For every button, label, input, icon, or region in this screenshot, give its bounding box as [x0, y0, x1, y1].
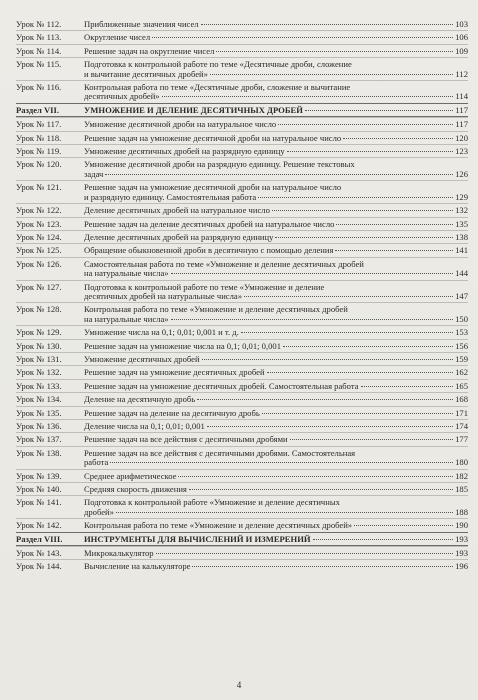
- entry-title-line: Решение задач на умножение десятичной дроби на натуральное число: [84, 182, 342, 193]
- entry-title-line: Решение задач на умножение десятичной дроби на натуральное число: [84, 132, 342, 143]
- toc-lesson-row: [16, 203, 468, 216]
- entry-page-number: 141: [455, 245, 468, 256]
- entry-title-line: Подготовка к контрольной работе по теме «Умножение и деление: [84, 281, 325, 292]
- toc-lesson-row: [16, 392, 468, 405]
- entry-title-line: Умножение десятичной дроби на натуральное число: [84, 119, 277, 130]
- toc-lesson-row: [16, 302, 468, 325]
- toc-lesson-row: [16, 432, 468, 445]
- dot-leader: [105, 174, 453, 175]
- dot-leader: [156, 553, 454, 554]
- lesson-number: Урок № 126.: [16, 258, 62, 269]
- entry-page-number: 182: [455, 470, 468, 481]
- entry-title-line: Решение задач на умножение десятичных дробей: [84, 367, 265, 378]
- toc-lesson-row: [16, 144, 468, 157]
- toc-lesson-row: [16, 280, 468, 303]
- entry-title-line: задач: [84, 168, 104, 179]
- entry-title-line: Умножение числа на 0,1; 0,01; 0,001 и т. д.: [84, 327, 239, 338]
- dot-leader: [262, 413, 453, 414]
- dot-leader: [210, 74, 453, 75]
- dot-leader: [201, 24, 454, 25]
- toc-lesson-row: [16, 243, 468, 256]
- dot-leader: [241, 332, 453, 333]
- entry-page-number: 159: [455, 353, 468, 364]
- entry-page-number: 147: [455, 290, 468, 301]
- entry-page-number: 162: [455, 367, 468, 378]
- entry-title-line: работа: [84, 457, 109, 468]
- toc-lesson-row: [16, 180, 468, 203]
- dot-leader: [283, 346, 453, 347]
- entry-title-line: ИНСТРУМЕНТЫ ДЛЯ ВЫЧИСЛЕНИЙ И ИЗМЕРЕНИЙ: [84, 533, 311, 544]
- entry-page-number: 117: [455, 104, 468, 115]
- toc-lesson-row: [16, 365, 468, 378]
- entry-title-line: Деление десятичных дробей на разрядную единицу: [84, 231, 274, 242]
- entry-page-number: 126: [455, 168, 468, 179]
- entry-title-line: Среднее арифметическое: [84, 470, 177, 481]
- toc-lesson-row: [16, 559, 468, 572]
- lesson-number: Урок № 131.: [16, 353, 62, 364]
- lesson-number: Урок № 123.: [16, 218, 62, 229]
- toc-lesson-row: [16, 117, 468, 130]
- toc-lesson-row: [16, 131, 468, 144]
- lesson-number: Урок № 124.: [16, 231, 62, 242]
- toc-lesson-row: [16, 339, 468, 352]
- entry-title-line: Умножение десятичных дробей на разрядную единицу: [84, 146, 285, 157]
- entry-page-number: 106: [455, 32, 468, 43]
- toc-lesson-row: [16, 446, 468, 469]
- entry-title-line: Решение задач на умножение десятичных дробей. Самостоятельная работа: [84, 380, 359, 391]
- toc-lesson-row: [16, 80, 468, 103]
- entry-page-number: 193: [455, 548, 468, 559]
- entry-title-line: десятичных дробей»: [84, 91, 160, 102]
- lesson-number: Урок № 119.: [16, 146, 62, 157]
- entry-page-number: 117: [455, 119, 468, 130]
- entry-title-line: Деление на десятичную дробь: [84, 394, 196, 405]
- entry-page-number: 123: [455, 146, 468, 157]
- dot-leader: [267, 372, 454, 373]
- entry-title-line: Контрольная работа по теме «Умножение и деление десятичных дробей: [84, 304, 348, 315]
- lesson-number: Урок № 141.: [16, 497, 62, 508]
- lesson-number: Урок № 125.: [16, 245, 62, 256]
- dot-leader: [162, 96, 454, 97]
- dot-leader: [202, 359, 454, 360]
- entry-title-line: Контрольная работа по теме «Десятичные дроби, сложение и вычитание: [84, 82, 351, 93]
- lesson-number: Урок № 133.: [16, 380, 62, 391]
- dot-leader: [197, 399, 453, 400]
- lesson-number: Урок № 139.: [16, 470, 62, 481]
- entry-title-line: Округление чисел: [84, 32, 151, 43]
- lesson-number: Урок № 129.: [16, 327, 62, 338]
- lesson-number: Урок № 144.: [16, 561, 62, 572]
- toc-lesson-row: [16, 157, 468, 180]
- lesson-number: Урок № 117.: [16, 119, 62, 130]
- entry-title-line: Решение задач на все действия с десятичными дробями. Самостоятельная: [84, 447, 356, 458]
- entry-title-line: Обращение обыкновенной дроби в десятичную с помощью деления: [84, 245, 334, 256]
- entry-page-number: 156: [455, 340, 468, 351]
- toc-lesson-row: [16, 217, 468, 230]
- dot-leader: [244, 296, 453, 297]
- entry-page-number: 190: [455, 520, 468, 531]
- lesson-number: Урок № 118.: [16, 132, 62, 143]
- lesson-number: Урок № 143.: [16, 548, 62, 559]
- entry-title-line: и вычитание десятичных дробей»: [84, 68, 208, 79]
- entry-title-line: Решение задач на округление чисел: [84, 45, 215, 56]
- entry-title-line: Самостоятельная работа по теме «Умножение и деление десятичных дробей: [84, 258, 364, 269]
- lesson-number: Урок № 137.: [16, 434, 62, 445]
- lesson-number: Урок № 112.: [16, 19, 62, 29]
- table-of-contents: [16, 18, 468, 573]
- toc-lesson-row: [16, 518, 468, 531]
- dot-leader: [287, 151, 453, 152]
- entry-title-line: десятичных дробей на натуральные числа»: [84, 290, 243, 301]
- entry-title-line: Приближенные значения чисел: [84, 19, 199, 29]
- entry-page-number: 185: [455, 484, 468, 495]
- entry-page-number: 112: [455, 68, 468, 79]
- dot-leader: [336, 224, 453, 225]
- dot-leader: [313, 539, 454, 540]
- dot-leader: [278, 124, 453, 125]
- entry-title-line: Вычисление на калькуляторе: [84, 561, 191, 572]
- lesson-number: Урок № 114.: [16, 45, 62, 56]
- entry-page-number: 180: [455, 457, 468, 468]
- entry-page-number: 135: [455, 218, 468, 229]
- dot-leader: [171, 273, 454, 274]
- dot-leader: [110, 462, 453, 463]
- entry-title-line: Решение задач на деление десятичных дробей на натуральное число: [84, 218, 335, 229]
- lesson-number: Урок № 122.: [16, 205, 62, 216]
- entry-page-number: 153: [455, 327, 468, 338]
- entry-title-line: Микрокалькулятор: [84, 548, 154, 559]
- toc-lesson-row: [16, 57, 468, 80]
- entry-page-number: 114: [455, 91, 468, 102]
- dot-leader: [216, 51, 453, 52]
- lesson-number: Урок № 115.: [16, 59, 62, 70]
- entry-title-line: Деление десятичных дробей на натуральное число: [84, 205, 270, 216]
- page-number: 4: [236, 680, 242, 690]
- dot-leader: [178, 476, 453, 477]
- entry-title-line: Контрольная работа по теме «Умножение и деление десятичных дробей»: [84, 520, 353, 531]
- dot-leader: [189, 489, 453, 490]
- lesson-number: Урок № 140.: [16, 484, 62, 495]
- entry-page-number: 150: [455, 313, 468, 324]
- entry-title-line: Подготовка к контрольной работе «Умножение и деление десятичных: [84, 497, 340, 508]
- entry-title-line: Решение задач на все действия с десятичными дробями: [84, 434, 288, 445]
- lesson-number: Урок № 136.: [16, 421, 62, 431]
- dot-leader: [192, 566, 453, 567]
- toc-lesson-row: [16, 469, 468, 482]
- toc-lesson-row: [16, 257, 468, 280]
- entry-title-line: Умножение десятичной дроби на разрядную единицу. Решение текстовых: [84, 159, 355, 170]
- dot-leader: [152, 37, 453, 38]
- toc-section-row: [16, 103, 468, 117]
- toc-lesson-row: [16, 30, 468, 43]
- lesson-number: Урок № 134.: [16, 394, 62, 405]
- section-number: Раздел VIII.: [16, 533, 63, 544]
- dot-leader: [335, 250, 453, 251]
- lesson-number: Урок № 127.: [16, 281, 62, 292]
- toc-lesson-row: [16, 379, 468, 392]
- dot-leader: [258, 197, 453, 198]
- lesson-number: Урок № 116.: [16, 82, 62, 93]
- entry-title-line: Решение задач на деление на десятичную дробь: [84, 407, 260, 418]
- dot-leader: [354, 525, 453, 526]
- dot-leader: [272, 210, 453, 211]
- toc-lesson-row: [16, 18, 468, 30]
- lesson-number: Урок № 113.: [16, 32, 62, 43]
- lesson-number: Урок № 132.: [16, 367, 62, 378]
- lesson-number: Урок № 120.: [16, 159, 62, 170]
- entry-page-number: 129: [455, 191, 468, 202]
- entry-page-number: 138: [455, 231, 468, 242]
- dot-leader: [275, 237, 453, 238]
- entry-page-number: 171: [455, 407, 468, 418]
- entry-title-line: Умножение десятичных дробей: [84, 353, 200, 364]
- toc-lesson-row: [16, 325, 468, 338]
- toc-lesson-row: [16, 482, 468, 495]
- dot-leader: [207, 426, 453, 427]
- dot-leader: [116, 512, 453, 513]
- section-number: Раздел VII.: [16, 104, 60, 115]
- lesson-number: Урок № 130.: [16, 340, 62, 351]
- entry-title-line: УМНОЖЕНИЕ И ДЕЛЕНИЕ ДЕСЯТИЧНЫХ ДРОБЕЙ: [84, 104, 303, 115]
- entry-page-number: 196: [455, 561, 468, 572]
- entry-page-number: 103: [455, 19, 468, 29]
- entry-title-line: Средняя скорость движения: [84, 484, 187, 495]
- entry-title-line: на натуральные числа»: [84, 268, 169, 279]
- toc-lesson-row: [16, 352, 468, 365]
- lesson-number: Урок № 142.: [16, 520, 62, 531]
- lesson-number: Урок № 121.: [16, 182, 62, 193]
- dot-leader: [305, 110, 453, 111]
- entry-title-line: Решение задач на умножение числа на 0,1; 0,01; 0,001: [84, 340, 281, 351]
- dot-leader: [290, 439, 453, 440]
- lesson-number: Урок № 138.: [16, 447, 62, 458]
- entry-page-number: 120: [455, 132, 468, 143]
- lesson-number: Урок № 135.: [16, 407, 62, 418]
- toc-section-row: [16, 532, 468, 546]
- toc-lesson-row: [16, 419, 468, 432]
- entry-page-number: 193: [455, 533, 468, 544]
- toc-lesson-row: [16, 406, 468, 419]
- entry-title-line: на натуральные числа»: [84, 313, 169, 324]
- entry-page-number: 174: [455, 421, 468, 431]
- entry-page-number: 168: [455, 394, 468, 405]
- toc-lesson-row: [16, 44, 468, 57]
- entry-page-number: 144: [455, 268, 468, 279]
- toc-lesson-row: [16, 495, 468, 518]
- entry-page-number: 132: [455, 205, 468, 216]
- entry-title-line: дробей»: [84, 506, 114, 517]
- dot-leader: [343, 138, 453, 139]
- entry-page-number: 188: [455, 506, 468, 517]
- entry-page-number: 177: [455, 434, 468, 445]
- entry-page-number: 109: [455, 45, 468, 56]
- dot-leader: [361, 386, 454, 387]
- entry-title-line: Подготовка к контрольной работе по теме «Десятичные дроби, сложение: [84, 59, 352, 70]
- lesson-number: Урок № 128.: [16, 304, 62, 315]
- toc-lesson-row: [16, 230, 468, 243]
- entry-title-line: Деление числа на 0,1; 0,01; 0,001: [84, 421, 205, 431]
- toc-lesson-row: [16, 546, 468, 559]
- dot-leader: [171, 319, 454, 320]
- entry-title-line: и разрядную единицу. Самостоятельная работа: [84, 191, 257, 202]
- entry-page-number: 165: [455, 380, 468, 391]
